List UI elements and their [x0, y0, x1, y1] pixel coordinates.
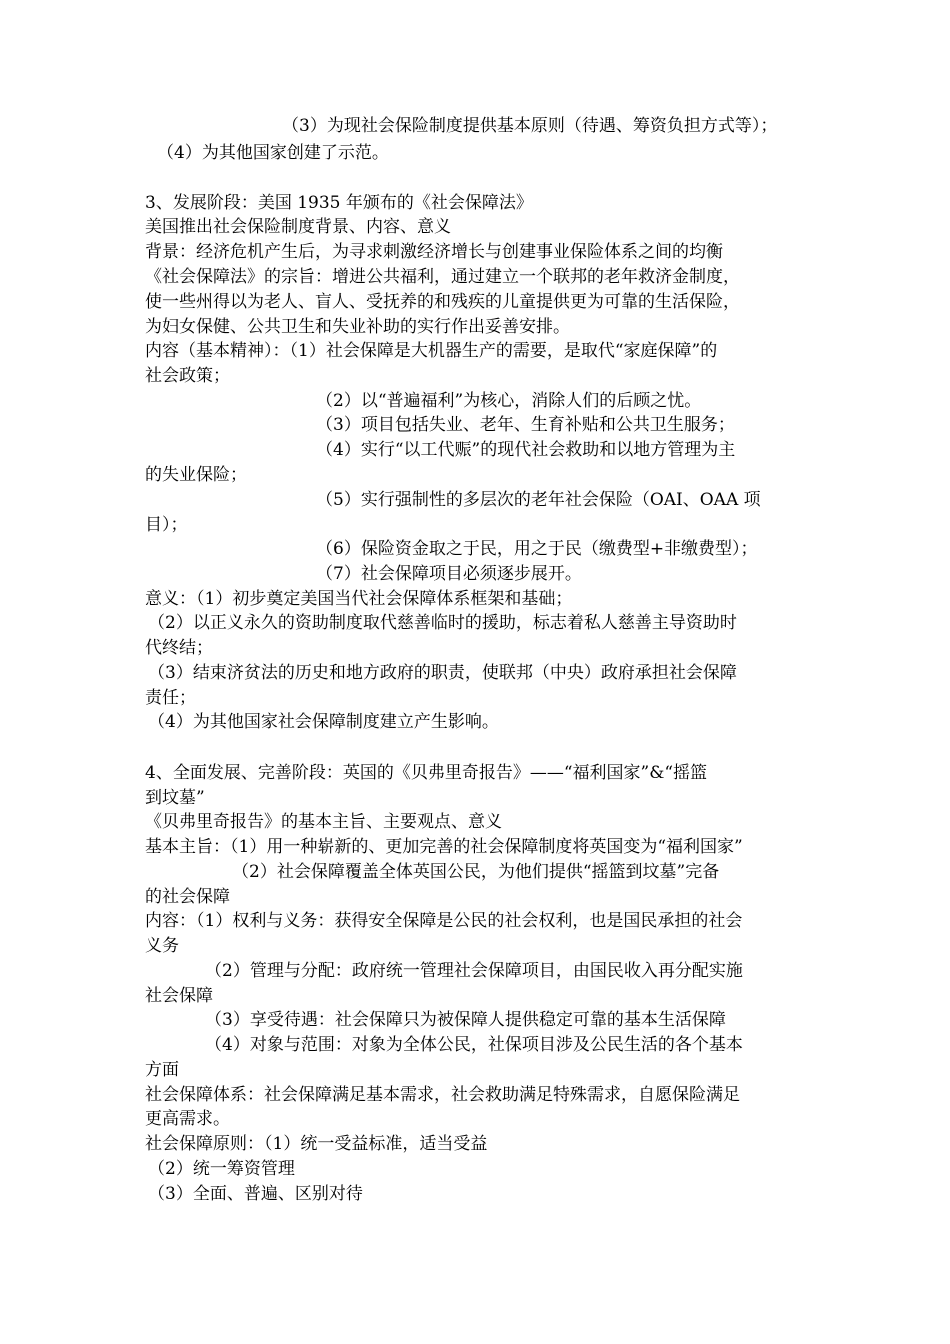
text-line-31: 内容：（1）权利与义务：获得安全保障是公民的社会权利，也是国民承担的社会: [145, 911, 743, 931]
text-line-15: （5）实行强制性的多层次的老年社会保险（OAI、OAA 项: [316, 490, 761, 510]
text-line-37: 方面: [145, 1060, 179, 1080]
text-line-6: 《社会保障法》的宗旨：增进公共福利，通过建立一个联邦的老年救济金制度，: [145, 267, 740, 287]
text-line-18: （7）社会保障项目必须逐步展开。: [316, 564, 582, 584]
text-line-12: （3）项目包括失业、老年、生育补贴和公共卫生服务；: [316, 415, 735, 435]
text-line-4: 美国推出社会保险制度背景、内容、意义: [145, 217, 451, 237]
text-line-23: 责任；: [145, 688, 196, 708]
text-line-35: （3）享受待遇：社会保障只为被保障人提供稳定可靠的基本生活保障: [205, 1010, 726, 1030]
text-line-5: 背景：经济危机产生后，为寻求刺激经济增长与创建事业保险体系之间的均衡: [145, 242, 723, 262]
text-line-40: 社会保障原则：（1）统一受益标准，适当受益: [145, 1134, 488, 1154]
text-line-30: 的社会保障: [145, 887, 230, 907]
text-line-38: 社会保障体系：社会保障满足基本需求，社会救助满足特殊需求，自愿保险满足: [145, 1085, 740, 1105]
text-line-10: 社会政策；: [145, 366, 230, 386]
text-line-14: 的失业保险；: [145, 465, 247, 485]
text-line-21: 代终结；: [145, 638, 213, 658]
text-line-36: （4）对象与范围：对象为全体公民，社保项目涉及公民生活的各个基本: [205, 1035, 743, 1055]
section-heading-3: 3、发展阶段：美国 1935 年颁布的《社会保障法》: [145, 193, 533, 213]
section-heading-4: 4、全面发展、完善阶段：英国的《贝弗里奇报告》——“福利国家”&“摇篮: [145, 763, 708, 783]
text-line-22: （3）结束济贫法的历史和地方政府的职责，使联邦（中央）政府承担社会保障: [148, 663, 737, 683]
text-line-26: 到坟墓”: [145, 788, 205, 808]
text-line-28: 基本主旨：（1）用一种崭新的、更加完善的社会保障制度将英国变为“福利国家”: [145, 837, 743, 857]
text-line-8: 为妇女保健、公共卫生和失业补助的实行作出妥善安排。: [145, 317, 570, 337]
text-line-33: （2）管理与分配：政府统一管理社会保障项目，由国民收入再分配实施: [205, 961, 743, 981]
text-line-39: 更高需求。: [145, 1109, 230, 1129]
text-line-32: 义务: [145, 936, 179, 956]
text-line-19: 意义：（1）初步奠定美国当代社会保障体系框架和基础；: [145, 589, 573, 609]
text-line-2: （4）为其他国家创建了示范。: [157, 143, 389, 163]
text-line-16: 目）；: [145, 515, 188, 535]
text-line-41: （2）统一筹资管理: [148, 1159, 295, 1179]
text-line-11: （2）以“普遍福利”为核心，消除人们的后顾之忧。: [316, 391, 702, 411]
text-line-29: （2）社会保障覆盖全体英国公民，为他们提供“摇篮到坟墓”完备: [232, 862, 720, 882]
text-line-1: （3）为现社会保险制度提供基本原则（待遇、筹资负担方式等）；: [282, 116, 778, 136]
text-line-27: 《贝弗里奇报告》的基本主旨、主要观点、意义: [145, 812, 502, 832]
text-line-7: 使一些州得以为老人、盲人、受抚养的和残疾的儿童提供更为可靠的生活保险，: [145, 292, 740, 312]
text-line-20: （2）以正义永久的资助制度取代慈善临时的援助，标志着私人慈善主导资助时: [148, 613, 737, 633]
text-line-9: 内容（基本精神）：（1）社会保障是大机器生产的需要，是取代“家庭保障”的: [145, 341, 718, 361]
text-line-13: （4）实行“以工代赈”的现代社会救助和以地方管理为主: [316, 440, 736, 460]
text-line-42: （3）全面、普遍、区别对待: [148, 1184, 363, 1204]
text-line-34: 社会保障: [145, 986, 213, 1006]
text-line-24: （4）为其他国家社会保障制度建立产生影响。: [148, 712, 499, 732]
text-line-17: （6）保险资金取之于民，用之于民（缴费型+非缴费型）；: [316, 539, 758, 559]
